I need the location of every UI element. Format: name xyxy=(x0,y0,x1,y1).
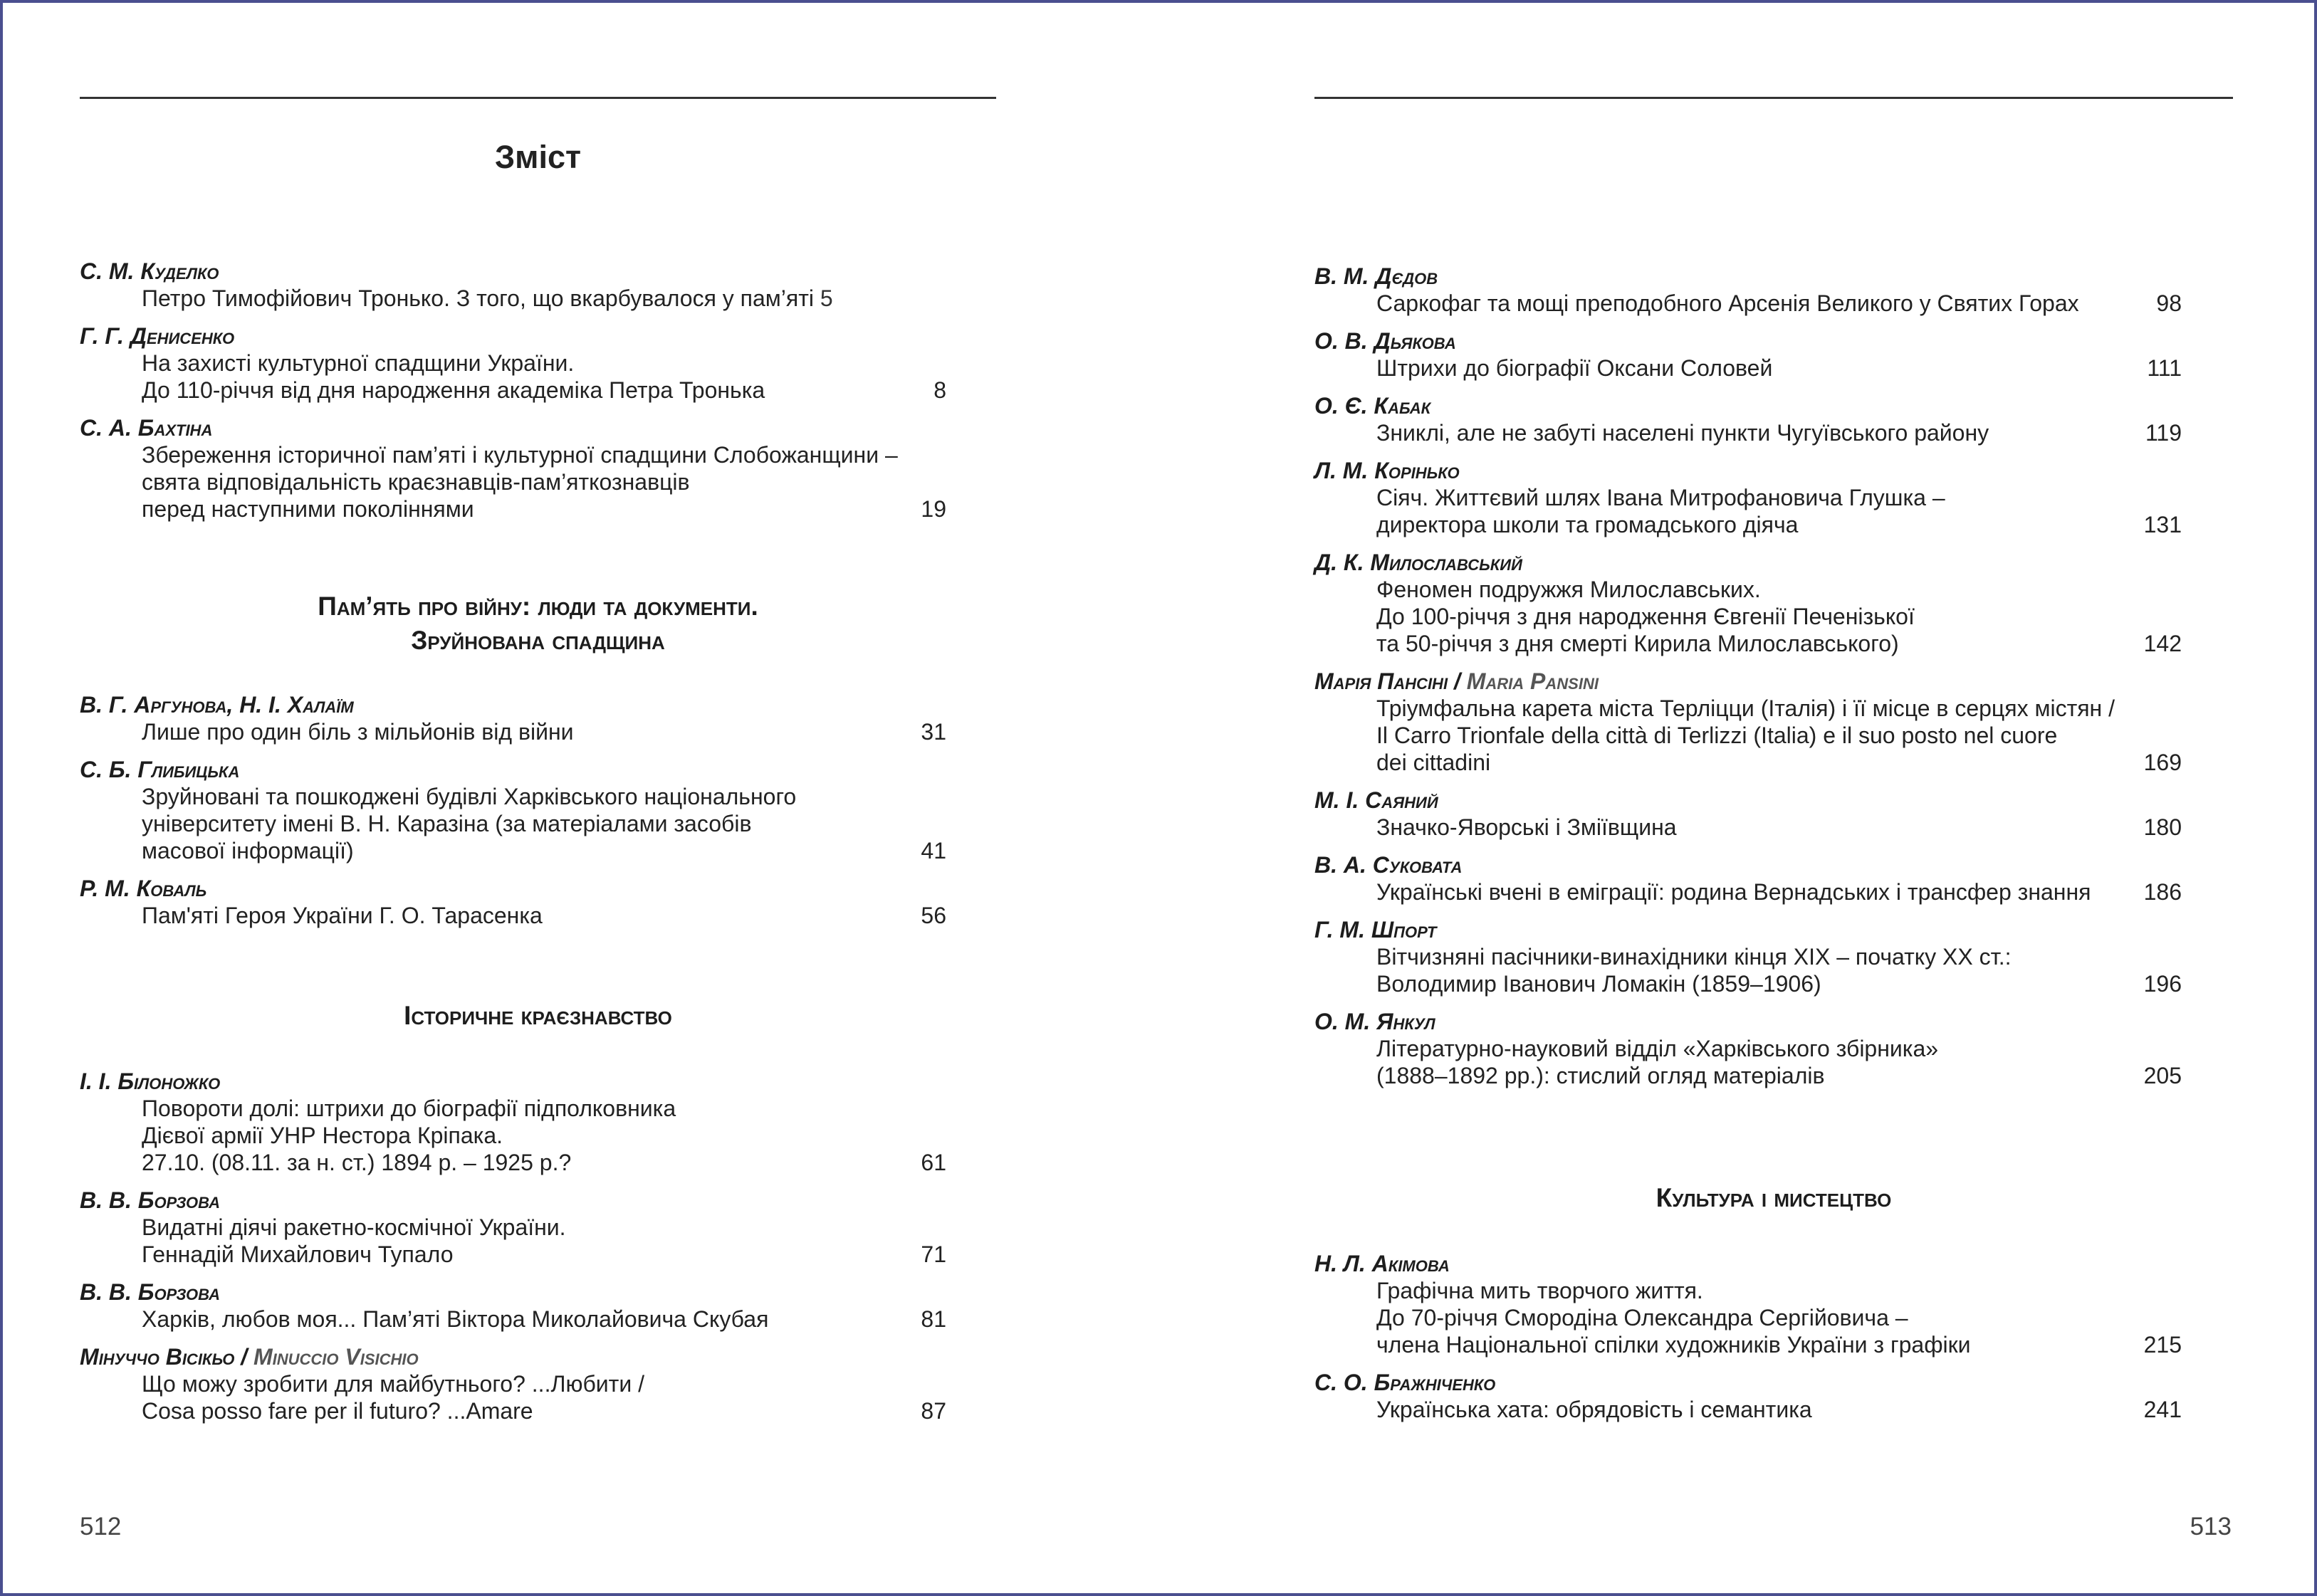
entry-page: 61 xyxy=(921,1150,946,1175)
toc-entry xyxy=(80,414,946,523)
entry-title-line: Значко-Яворські і Зміївщина xyxy=(1376,814,1677,840)
toc-entry xyxy=(1314,457,2182,538)
entry-title-line: На захисті культурної спадщини України. xyxy=(142,350,575,376)
entry-author: В. В. Борзова xyxy=(80,1279,221,1305)
entry-page: 131 xyxy=(2143,512,2182,537)
toc-entry xyxy=(80,875,946,929)
entry-author: В. А. Суковата xyxy=(1314,852,1463,878)
entry-author: В. М. Дєдов xyxy=(1314,263,1438,289)
entry-page: 241 xyxy=(2143,1397,2182,1422)
entry-title-line: Феномен подружжя Милославських. xyxy=(1376,577,1761,602)
section-entries xyxy=(80,691,946,940)
entry-page: 196 xyxy=(2143,971,2182,997)
entry-title-line: До 70-річчя Смородіна Олександра Сергійовича – xyxy=(1376,1305,1908,1330)
entry-author: С. О. Бражніченко xyxy=(1314,1370,1496,1395)
entry-author: І. І. Білоножко xyxy=(80,1069,221,1094)
toc-entry xyxy=(1314,1369,2182,1423)
entry-title-line: Пам'яті Героя України Г. О. Тарасенка xyxy=(142,903,543,928)
toc-entry xyxy=(1314,392,2182,446)
entry-title-line: До 110-річчя від дня народження академіка Петра Тронька xyxy=(142,377,765,403)
left-page xyxy=(80,0,1005,1590)
entry-page: 8 xyxy=(933,377,946,403)
entry-title-line: свята відповідальність краєзнавців-пам’яткознавців xyxy=(142,469,690,495)
entry-page: 56 xyxy=(921,903,946,928)
entry-author: С. М. Куделко xyxy=(80,258,219,284)
entry-title-line: Дієвої армії УНР Нестора Кріпака. xyxy=(142,1123,503,1148)
entry-page: 111 xyxy=(2147,355,2182,381)
entry-title: Петро Тимофійович Тронько. З того, що вкарбувалося у пам’яті 5 xyxy=(142,285,833,311)
entry-title-line: Володимир Іванович Ломакін (1859–1906) xyxy=(1376,971,1821,997)
page-number-right: 513 xyxy=(2190,1513,2232,1540)
entry-title-line: Геннадій Михайлович Тупало xyxy=(142,1241,454,1267)
entry-title-line: 27.10. (08.11. за н. ст.) 1894 р. – 1925 р.? xyxy=(142,1150,572,1175)
header-rule xyxy=(80,97,996,99)
right-page xyxy=(1314,0,2233,1590)
section-entries xyxy=(80,1068,946,1435)
entry-title-line: Штрихи до біографії Оксани Соловей xyxy=(1376,355,1773,381)
entry-page: 142 xyxy=(2143,631,2182,656)
entry-title-line: Тріумфальна карета міста Терліцци (Італія) і її місце в серцях містян / xyxy=(1376,695,2115,721)
entry-page: 71 xyxy=(921,1241,946,1267)
entry-author-latin: Maria Pansini xyxy=(1466,668,1599,694)
intro-entries xyxy=(80,258,946,533)
toc-entry xyxy=(80,691,946,745)
entry-title-line: Харків, любов моя... Пам’яті Віктора Миколайовича Скубая xyxy=(142,1306,769,1332)
page-number-left: 512 xyxy=(80,1513,122,1540)
section-heading: Культура і мистецтво xyxy=(1656,1183,1892,1212)
toc-entry xyxy=(1314,263,2182,317)
section-heading: Історичне краєзнавство xyxy=(404,1001,672,1030)
entry-title-line: dei cittadini xyxy=(1376,750,1491,775)
toc-title: Зміст xyxy=(494,139,582,175)
entry-page: 215 xyxy=(2143,1332,2182,1358)
entry-title-line: Cosa posso fare per il futuro? ...Amare xyxy=(142,1398,533,1424)
entry-title-line: Вітчизняні пасічники-винахідники кінця ХІХ – початку ХХ ст.: xyxy=(1376,944,2012,970)
header-rule xyxy=(1314,97,2233,99)
toc-entry xyxy=(1314,668,2182,776)
toc-entry xyxy=(80,1279,946,1333)
entry-author: О. В. Дьякова xyxy=(1314,328,1456,354)
entry-page: 119 xyxy=(2145,420,2182,446)
entry-page: 169 xyxy=(2143,750,2182,775)
toc-entry xyxy=(80,1068,946,1176)
entry-author: С. Б. Глибицька xyxy=(80,757,240,782)
entry-author: М. І. Саяний xyxy=(1314,787,1438,813)
entry-author: Д. К. Милославський xyxy=(1314,550,1522,575)
entry-title-line: Зруйновані та пошкоджені будівлі Харківського національного xyxy=(142,784,797,809)
toc-entry xyxy=(80,1187,946,1268)
entry-title-line: Літературно-науковий відділ «Харківського збірника» xyxy=(1376,1036,1939,1061)
entry-title-line: Сіяч. Життєвий шлях Івана Митрофановича Глушка – xyxy=(1376,485,1945,510)
entry-author: Р. М. Коваль xyxy=(80,876,207,901)
entry-title-line: Саркофаг та мощі преподобного Арсенія Великого у Святих Горах xyxy=(1376,290,2079,316)
entry-title-line: Збереження історичної пам’яті і культурної спадщини Слобожанщини – xyxy=(142,442,898,468)
entry-title-line: (1888–1892 рр.): стислий огляд матеріалів xyxy=(1376,1063,1825,1088)
entry-author-latin: Minuccio Visichio xyxy=(253,1344,419,1370)
entry-author: Марія Пансіні / Maria Pansini xyxy=(1314,668,1599,694)
entry-page: 87 xyxy=(921,1398,946,1424)
toc-entry xyxy=(1314,327,2182,382)
entry-author: Г. Г. Денисенко xyxy=(80,323,235,349)
entry-page: 186 xyxy=(2143,879,2182,905)
entry-page: 180 xyxy=(2143,814,2182,840)
entry-page: 81 xyxy=(921,1306,946,1332)
toc-entry xyxy=(1314,549,2182,657)
toc-entry xyxy=(80,258,946,312)
entry-author: Л. М. Корінько xyxy=(1314,458,1460,483)
entry-author: Г. М. Шпорт xyxy=(1314,917,1437,943)
entry-author: Н. Л. Акімова xyxy=(1314,1251,1450,1276)
entry-page: 5 xyxy=(820,285,833,311)
entry-page: 98 xyxy=(2156,290,2182,316)
toc-entry xyxy=(80,1343,946,1424)
toc-entry xyxy=(80,756,946,864)
entry-title-line: університету імені В. Н. Каразіна (за матеріалами засобів xyxy=(142,811,752,836)
entry-title-line: та 50-річчя з дня смерті Кирила Милославського) xyxy=(1376,631,1899,656)
toc-entry xyxy=(1314,916,2182,997)
entry-title-line: Українські вчені в еміграції: родина Вернадських і трансфер знання xyxy=(1376,879,2091,905)
entry-title-line: Графічна мить творчого життя. xyxy=(1376,1278,1703,1303)
toc-entry xyxy=(1314,1250,2182,1358)
entry-page: 205 xyxy=(2143,1063,2182,1088)
section-heading: Пам’ять про війну: люди та документи. Зруйнована спадщина xyxy=(318,592,758,655)
entry-title-line: масової інформації) xyxy=(142,838,354,863)
entry-title-line: перед наступними поколіннями xyxy=(142,496,474,522)
toc-entry xyxy=(80,322,946,404)
entry-title-line: Що можу зробити для майбутнього? ...Любити / xyxy=(142,1371,644,1397)
entry-title-line: Зниклі, але не забуті населені пункти Чугуївського району xyxy=(1376,420,1989,446)
entry-title-line: Лише про один біль з мільйонів від війни xyxy=(142,719,574,745)
entry-author: В. Г. Аргунова, Н. І. Халаїм xyxy=(80,692,354,718)
toc-entry xyxy=(1314,1008,2182,1089)
entry-page: 41 xyxy=(921,838,946,863)
entry-title-line: Видатні діячі ракетно-космічної України. xyxy=(142,1214,566,1240)
entry-author: С. А. Бахтіна xyxy=(80,415,213,441)
entry-title-line: Повороти долі: штрихи до біографії підполковника xyxy=(142,1096,676,1121)
entry-title-line: члена Національної спілки художників України з графіки xyxy=(1376,1332,1971,1358)
entry-title-line: Українська хата: обрядовість і семантика xyxy=(1376,1397,1812,1422)
entry-author: Мінуччо Вісікьо / Minuccio Visichio xyxy=(80,1344,419,1370)
entry-title-line: Il Carro Trionfale della città di Terlizzi (Italia) e il suo posto nel cuore xyxy=(1376,723,2058,748)
entry-page: 31 xyxy=(921,719,946,745)
entry-author: О. М. Янкул xyxy=(1314,1009,1435,1034)
entry-title-line: До 100-річчя з дня народження Євгенії Печенізької xyxy=(1376,604,1915,629)
entry-author: В. В. Борзова xyxy=(80,1187,221,1213)
section-entries xyxy=(1314,1250,2182,1434)
entry-page: 19 xyxy=(921,496,946,522)
continued-entries xyxy=(1314,263,2182,1100)
toc-entry xyxy=(1314,851,2182,905)
toc-entry xyxy=(1314,787,2182,841)
entry-author: О. Є. Кабак xyxy=(1314,393,1431,419)
entry-title-line: директора школи та громадського діяча xyxy=(1376,512,1799,537)
